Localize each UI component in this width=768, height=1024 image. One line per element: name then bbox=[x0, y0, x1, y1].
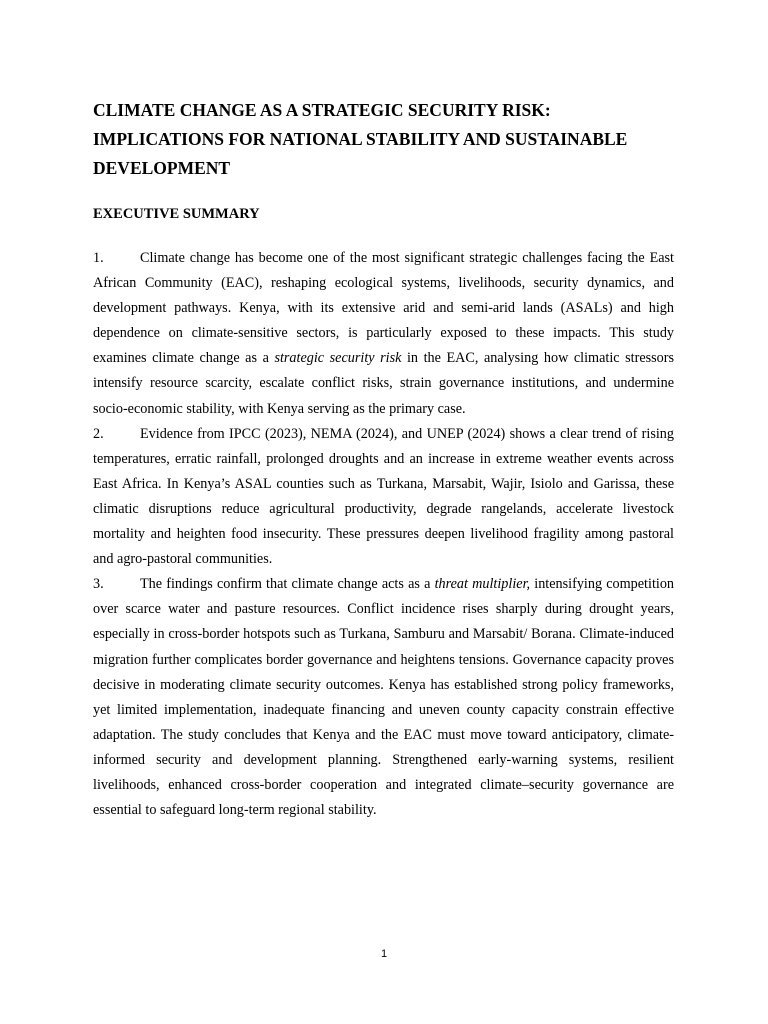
paragraph-text: The findings confirm that climate change acts as a bbox=[140, 576, 435, 593]
title-line-1: CLIMATE CHANGE AS A STRATEGIC SECURITY RISK: bbox=[93, 100, 551, 120]
paragraph-number: 1. bbox=[93, 250, 104, 266]
paragraph-number: 2. bbox=[93, 425, 104, 442]
paragraph-text: Evidence from IPCC (2023), NEMA (2024), and UNEP (2024) shows a clear trend of rising temperatures, erratic rainfall, prolonged droughts and an increase in extreme weather events across East Africa. In Kenya’s ASAL counties such as Turkana, Marsabit, Wajir, Isiolo and Garissa, these climatic disruptions reduce agricultural productivity, degrade rangelands, accelerate livestock mortality and heighten food insecurity. These pressures deepen livelihood fragility among pastoral and agro-pastoral communities. bbox=[93, 425, 674, 568]
paragraph-emphasis: threat multiplier, bbox=[434, 576, 531, 593]
paragraph-text: Climate change has become one of the most significant strategic challenges facing the East African Community (EAC), reshaping ecological systems, livelihoods, security dynamics, and development pathways. Kenya, with its extensive arid and semi-arid lands (ASALs) and high dependence on climate-sensitive sectors, is particularly exposed to these impacts. This study examines climate change as a bbox=[93, 250, 674, 367]
title-line-3: DEVELOPMENT bbox=[93, 158, 231, 178]
paragraph-2 bbox=[93, 422, 674, 573]
paragraph-3 bbox=[93, 572, 674, 823]
section-heading-executive-summary: EXECUTIVE SUMMARY bbox=[93, 206, 260, 222]
paragraph-text-continued: in the EAC, analysing how climatic stressors intensify resource scarcity, escalate conflict risks, strain governance institutions, and undermine socio-economic stability, with Kenya serving as the primary case. bbox=[93, 350, 674, 417]
page-content bbox=[93, 96, 674, 823]
paragraph-emphasis: strategic security risk bbox=[274, 350, 402, 367]
paragraph-list bbox=[93, 246, 674, 823]
paragraph-1 bbox=[93, 246, 674, 422]
paragraph-number: 3. bbox=[93, 576, 104, 593]
title-line-2: IMPLICATIONS FOR NATIONAL STABILITY AND SUSTAINABLE bbox=[93, 129, 628, 149]
page-number: 1 bbox=[380, 948, 388, 960]
paragraph-text-continued: intensifying competition over scarce water and pasture resources. Conflict incidence rises sharply during drought years, especially in cross-border hotspots such as Turkana, Samburu and Marsabit/ Borana. Climate-induced migration further complicates border governance and heightens tensions. Governance capacity proves decisive in moderating climate security outcomes. Kenya has established strong policy frameworks, yet limited implementation, inadequate financing and uneven county capacity constrain effective adaptation. The study concludes that Kenya and the EAC must move toward anticipatory, climate-informed security and development planning. Strengthened early-warning systems, resilient livelihoods, enhanced cross-border cooperation and integrated climate–security governance are essential to safeguard long-term regional stability. bbox=[93, 576, 675, 819]
document-title bbox=[93, 96, 674, 183]
